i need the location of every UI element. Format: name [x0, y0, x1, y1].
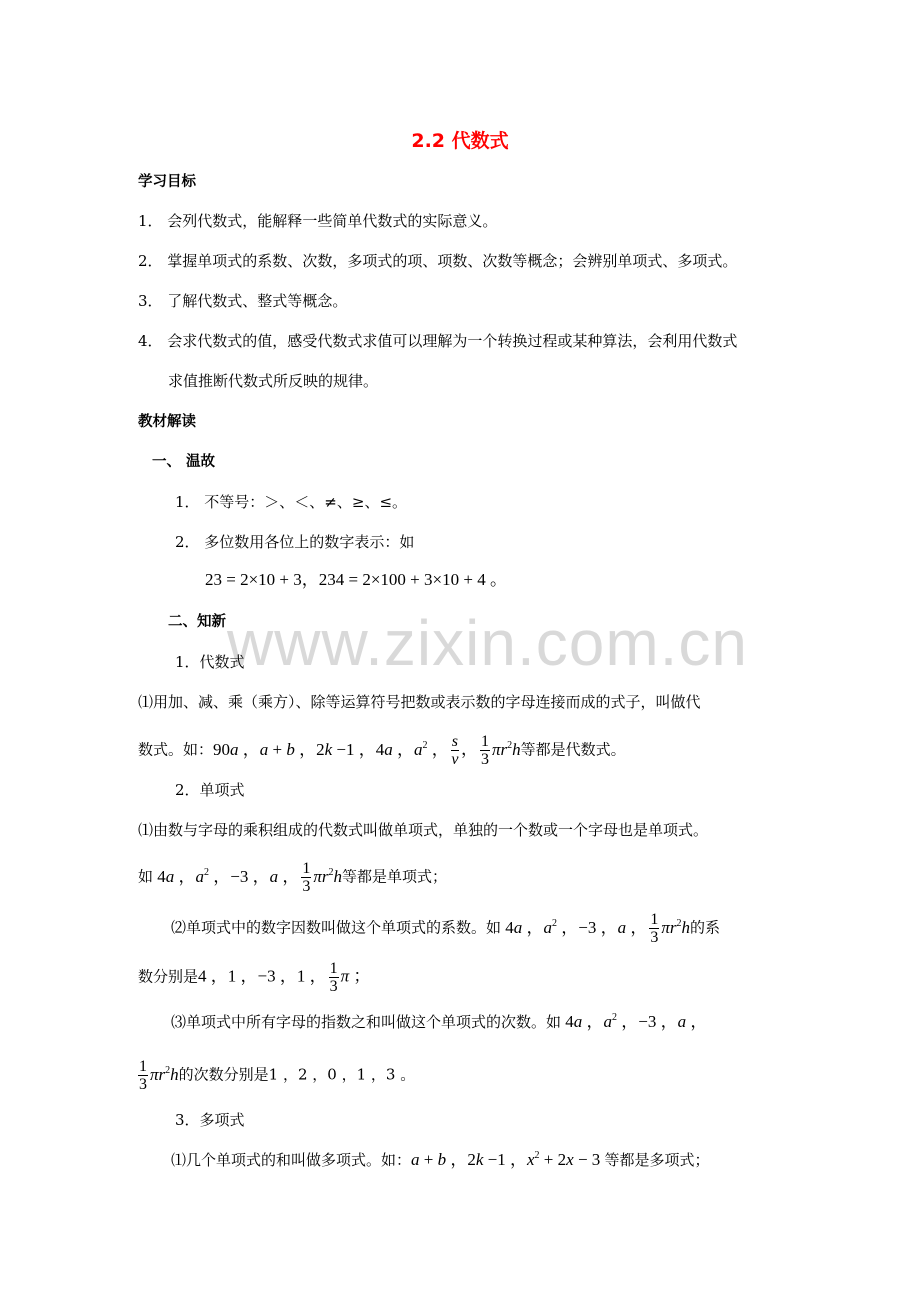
goal-item: 1． 会列代数式，能解释一些简单代数式的实际意义。 — [138, 212, 498, 230]
examples-line: 数分别是4 ，1 ，−3 ，1 ， $\frac{1}{3}$ π ； — [138, 960, 371, 995]
paragraph: ⑴由数与字母的乘积组成的代数式叫做单项式，单独的一个数或一个字母也是单项式。 — [138, 821, 709, 839]
section-title: 3．多项式 — [175, 1111, 245, 1129]
goal-item: 4． 会求代数式的值，感受代数式求值可以理解为一个转换过程或某种算法，会利用代数式 — [138, 332, 738, 350]
new-heading: 二、知新 — [168, 614, 226, 630]
watermark: www.zixin.com.cn — [227, 607, 748, 679]
goal-item-cont: 求值推断代数式所反映的规律。 — [168, 372, 379, 390]
goals-heading: 学习目标 — [138, 174, 196, 190]
goal-item: 2． 掌握单项式的系数、次数，多项式的项、项数、次数等概念；会辨别单项式、多项式。 — [138, 252, 738, 270]
examples-line: ⑴几个单项式的和叫做多项式。如：a + b ，2k −1 ，$x^2 + 2x - 3$ 等都是多项式； — [171, 1150, 710, 1169]
review-item: 2． 多位数用各位上的数字表示：如 — [175, 533, 415, 551]
page-title: 2.2 代数式 — [411, 130, 509, 152]
section-title: 2．单项式 — [175, 781, 245, 799]
examples-line: 如 4a ，$a^2$ ，−3 ，a ， $\frac{1}{3}$ $\pi r^2h$等都是单项式； — [138, 860, 448, 895]
review-heading: 一、 温故 — [152, 454, 216, 470]
paragraph: ⑴用加、减、乘（乘方）、除等运算符号把数或表示数的字母连接而成的式子，叫做代 — [138, 693, 701, 711]
review-item: 1． 不等号：＞、＜、≠、≥、≤。 — [175, 493, 408, 511]
examples-line: 数式。如：90a ，a + b ，2k −1 ，4a ，$a^2$ ， $\frac{s}{v}$ ， $\frac{1}{3}$ $\pi r^2h$等都是代数式。 — [138, 733, 626, 768]
reading-heading: 教材解读 — [138, 414, 196, 430]
examples-line: $\frac{1}{3}$ $\pi r^2h$的次数分别是1 ，2 ，0 ，1 ，3 。 — [139, 1058, 416, 1093]
examples-line: ⑵单项式中的数字因数叫做这个单项式的系数。如 4a ，$a^2$ ，−3 ，a ， $\frac{1}{3}$ $\pi r^2h$的系 — [171, 911, 721, 946]
examples-line: ⑶单项式中所有字母的指数之和叫做这个单项式的次数。如 4a ，$a^2$ ，−3 ，a ， — [171, 1012, 708, 1031]
section-title: 1．代数式 — [175, 653, 245, 671]
goal-item: 3． 了解代数式、整式等概念。 — [138, 292, 348, 310]
number-formula: 23 = 2×10 + 3，234 = 2×100 + 3×10 + 4 。 — [205, 570, 507, 589]
